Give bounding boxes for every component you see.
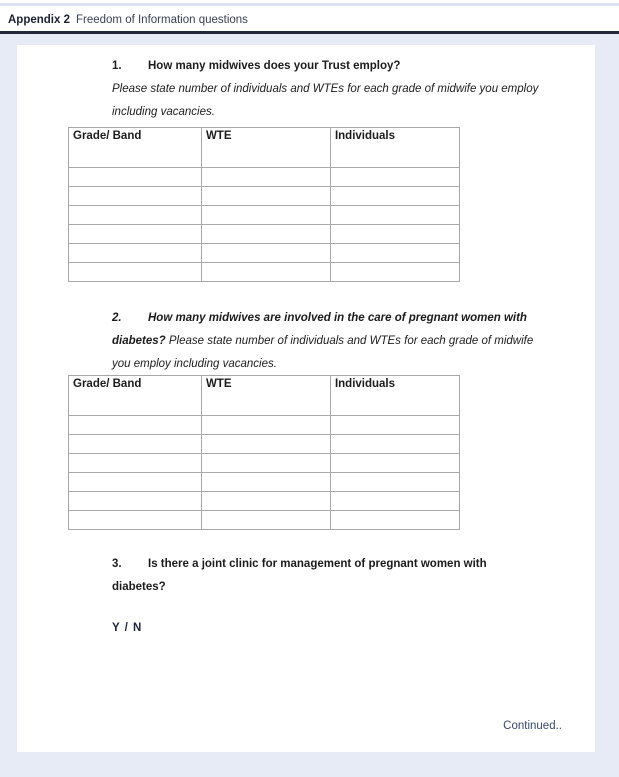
empty-table-row [69, 263, 460, 282]
document-page [17, 45, 595, 752]
empty-table-cell [330, 187, 459, 206]
question-2-number: 2. [112, 312, 122, 324]
wte-header: WTE [201, 128, 330, 168]
question-2-note-line2: you employ including vacancies. [112, 358, 277, 370]
empty-table-cell [330, 454, 459, 473]
question-3-prompt-line1 [112, 553, 564, 576]
empty-table-row [69, 206, 460, 225]
empty-table-cell [201, 492, 330, 511]
table-header-row [69, 128, 460, 168]
empty-table-cell [201, 206, 330, 225]
appendix-header [8, 13, 248, 27]
grade-band-header: Grade/ Band [69, 128, 202, 168]
midwives-employed-table [68, 127, 460, 282]
empty-table-cell [201, 187, 330, 206]
empty-table-row [69, 454, 460, 473]
empty-table-cell [69, 416, 202, 435]
individuals-header: Individuals [330, 128, 459, 168]
empty-table-cell [201, 244, 330, 263]
table-header-row [69, 376, 460, 416]
empty-table-cell [69, 168, 202, 187]
empty-table-cell [201, 511, 330, 530]
question-2-prompt-line2-text: diabetes? [112, 335, 166, 347]
yes-no-answer: Y / N [112, 622, 143, 634]
empty-table-cell [201, 168, 330, 187]
empty-table-cell [69, 454, 202, 473]
empty-table-row [69, 492, 460, 511]
empty-table-row [69, 244, 460, 263]
empty-table-cell [330, 416, 459, 435]
empty-table-cell [330, 511, 459, 530]
empty-table-cell [330, 244, 459, 263]
question-2 [112, 307, 564, 376]
empty-table-cell [330, 473, 459, 492]
question-3-number: 3. [112, 558, 122, 570]
empty-table-cell [201, 473, 330, 492]
wte-header: WTE [201, 376, 330, 416]
empty-table-cell [69, 244, 202, 263]
question-2-note-line1: Please state number of individuals and WTEs for each grade of midwife [168, 335, 534, 347]
empty-table-cell [69, 187, 202, 206]
question-1-note-line1: Please state number of individuals and WTEs for each grade of midwife you employ [112, 83, 539, 95]
question-3-prompt-line1-text: Is there a joint clinic for management of pregnant women with [148, 558, 487, 570]
empty-table-cell [330, 435, 459, 454]
empty-table-cell [201, 435, 330, 454]
empty-table-cell [201, 416, 330, 435]
empty-table-cell [69, 225, 202, 244]
question-1-prompt: How many midwives does your Trust employ? [148, 60, 401, 72]
continued-label: Continued.. [503, 720, 562, 732]
question-3-prompt-line2-text: diabetes? [112, 581, 166, 593]
empty-table-cell [69, 263, 202, 282]
question-1 [112, 55, 564, 124]
empty-table-row [69, 225, 460, 244]
figure-panel [0, 34, 619, 777]
question-2-prompt-line1 [112, 307, 564, 330]
empty-table-cell [201, 225, 330, 244]
empty-table-row [69, 187, 460, 206]
empty-table-cell [330, 492, 459, 511]
question-3 [112, 553, 564, 599]
empty-table-cell [69, 473, 202, 492]
empty-table-cell [69, 511, 202, 530]
empty-table-cell [69, 206, 202, 225]
appendix-title: Freedom of Information questions [75, 14, 248, 26]
individuals-header: Individuals [330, 376, 459, 416]
question-2-prompt-line1-text: How many midwives are involved in the care of pregnant women with [148, 312, 527, 324]
appendix-label: Appendix 2 [8, 14, 70, 26]
empty-table-cell [330, 206, 459, 225]
diabetes-midwives-table [68, 375, 460, 530]
empty-table-cell [69, 435, 202, 454]
empty-table-cell [330, 225, 459, 244]
grade-band-header: Grade/ Band [69, 376, 202, 416]
empty-table-cell [330, 168, 459, 187]
empty-table-row [69, 168, 460, 187]
empty-table-row [69, 416, 460, 435]
question-2-line2 [112, 330, 564, 353]
empty-table-cell [201, 263, 330, 282]
question-1-number: 1. [112, 60, 122, 72]
empty-table-cell [201, 454, 330, 473]
empty-table-row [69, 511, 460, 530]
empty-table-cell [69, 492, 202, 511]
question-1-prompt-line [112, 55, 564, 78]
empty-table-row [69, 435, 460, 454]
top-divider [0, 3, 619, 6]
question-1-note-line2: including vacancies. [112, 106, 215, 118]
empty-table-row [69, 473, 460, 492]
empty-table-cell [330, 263, 459, 282]
